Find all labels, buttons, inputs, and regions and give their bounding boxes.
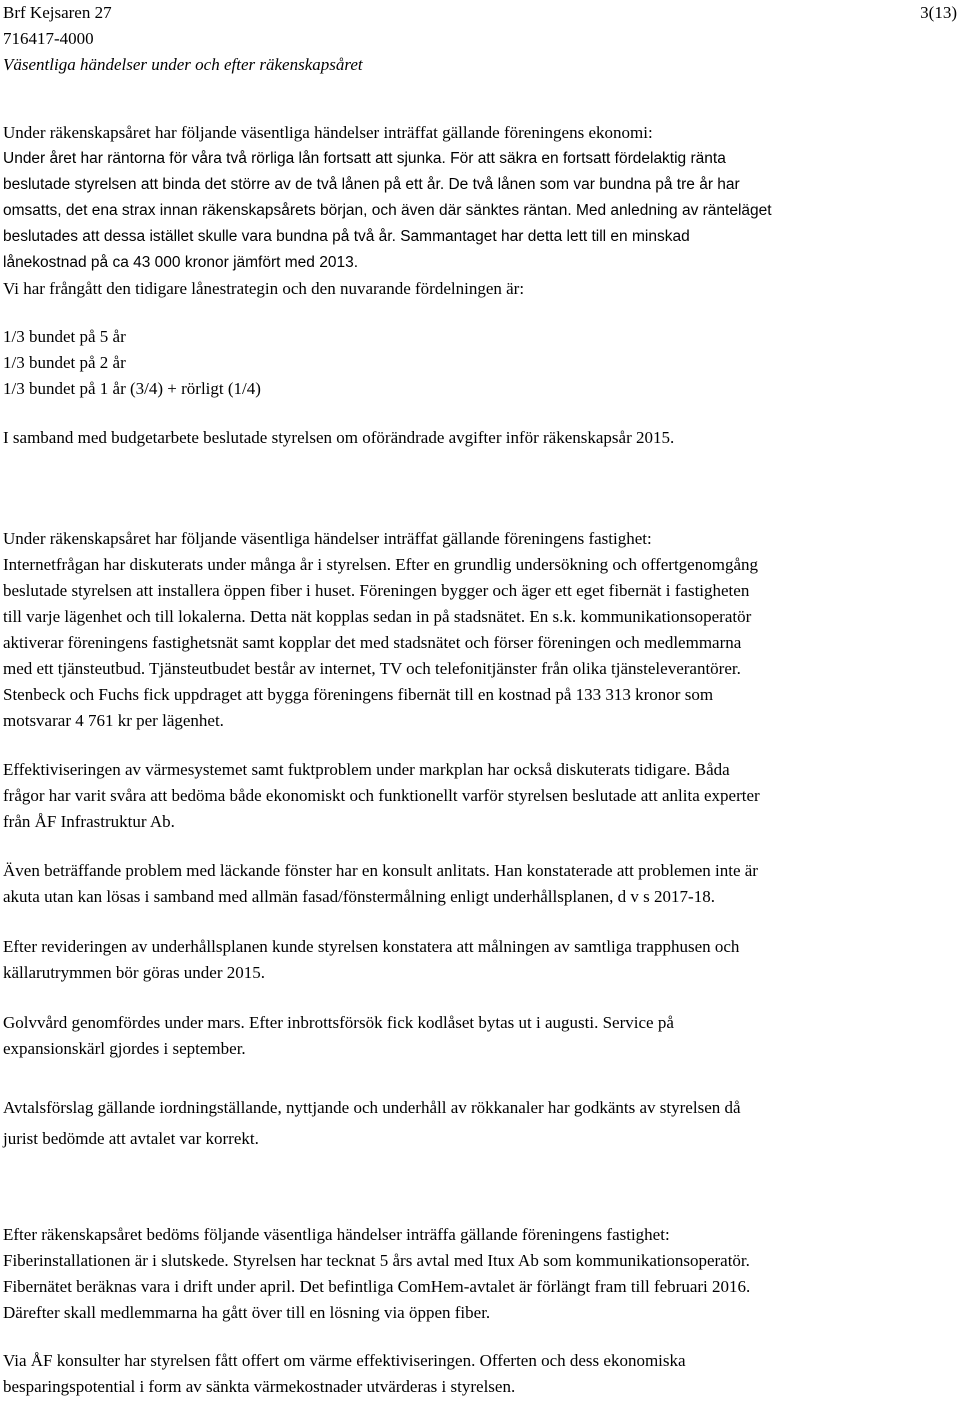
org-number: 716417-4000 (3, 29, 94, 48)
heat-line: besparingspotential i form av sänkta värmekostnader utvärderas i styrelsen. (3, 1377, 516, 1396)
chimney-line: Avtalsförslag gällande iordningställande, nyttjande och underhåll av rökkanaler har godkänts av styrelsen då (3, 1098, 741, 1117)
internet-line: till varje lägenhet och till lokalerna. Detta nät kopplas sedan in på stadsnätet. En s.k. kommunikationsoperatör (3, 607, 752, 626)
economy-section (3, 120, 957, 302)
economy-line: lånekostnad på ca 43 000 kronor jämfört med 2013. (3, 254, 359, 271)
fees-paragraph (3, 425, 957, 451)
maintenance-paragraph (3, 934, 957, 986)
heating-paragraph (3, 757, 957, 835)
economy-line: beslutades att dessa istället skulle vara bundna på två år. Sammantaget har detta lett till en minskad (3, 228, 690, 245)
heat-efficiency-paragraph (3, 1348, 957, 1400)
page-number: 3(13) (920, 3, 957, 22)
maintenance-line: källarutrymmen bör göras under 2015. (3, 963, 266, 982)
window-line: akuta utan kan lösas i samband med allmän fasad/fönstermålning enligt underhållsplanen, d v s 2017-18. (3, 887, 715, 906)
internet-line: motsvarar 4 761 kr per lägenhet. (3, 711, 224, 730)
fiber-line: Därefter skall medlemmarna ha gått över till en lösning via öppen fiber. (3, 1303, 491, 1322)
economy-line: beslutade styrelsen att binda det större av de två lånen på ett år. De två lånen som var bundna på tre år har (3, 176, 740, 193)
fees-line: I samband med budgetarbete beslutade styrelsen om oförändrade avgifter inför räkenskapsår 2015. (3, 428, 675, 447)
internet-line: Stenbeck och Fuchs fick uppdraget att bygga föreningens fibernät till en kostnad på 133 313 kronor som (3, 685, 714, 704)
distribution-item: 1/3 bundet på 1 år (3/4) + rörligt (1/4) (3, 379, 261, 398)
property-section (3, 526, 957, 734)
property-intro: Under räkenskapsåret har följande väsentliga händelser inträffat gällande föreningens fastighet: (3, 529, 652, 548)
internet-line: Internetfrågan har diskuterats under många år i styrelsen. Efter en grundlig undersökning och offertgenomgång (3, 555, 758, 574)
heating-line: från ÅF Infrastruktur Ab. (3, 812, 175, 831)
chimney-line: jurist bedömde att avtalet var korrekt. (3, 1129, 259, 1148)
economy-line: Vi har frångått den tidigare lånestrategin och den nuvarande fördelningen är: (3, 279, 525, 298)
fiber-line: Fiberinstallationen är i slutskede. Styrelsen har tecknat 5 års avtal med Itux Ab som kommunikationsoperatör. (3, 1251, 750, 1270)
loan-distribution-list (3, 324, 957, 402)
after-intro: Efter räkenskapsåret bedöms följande väsentliga händelser inträffa gällande föreningens fastighet: (3, 1225, 670, 1244)
economy-line: omsatts, det ena strax innan räkenskapsårets början, och även där sänktes räntan. Med anledning av ränteläget (3, 202, 772, 219)
section-title: Väsentliga händelser under och efter räkenskapsåret (3, 55, 363, 74)
window-paragraph (3, 858, 957, 910)
heat-line: Via ÅF konsulter har styrelsen fått offert om värme effektiviseringen. Offerten och dess ekonomiska (3, 1351, 686, 1370)
after-section (3, 1222, 957, 1326)
window-line: Även beträffande problem med läckande fönster har en konsult anlitats. Han konstaterade att problemen inte är (3, 861, 758, 880)
heating-line: frågor har varit svåra att bedöma både ekonomiskt och funktionellt varför styrelsen beslutade att anlita experter (3, 786, 760, 805)
internet-line: aktiverar föreningens fastighetsnät samt kopplar det med stadsnätet och förser föreningen och medlemmarna (3, 633, 742, 652)
floor-line: Golvvård genomfördes under mars. Efter inbrottsförsök fick kodlåset bytas ut i augusti. Service på (3, 1013, 674, 1032)
distribution-item: 1/3 bundet på 2 år (3, 353, 126, 372)
maintenance-line: Efter revideringen av underhållsplanen kunde styrelsen konstatera att målningen av samtliga trapphusen och (3, 937, 740, 956)
economy-line: Under året har räntorna för våra två rörliga lån fortsatt att sjunka. För att säkra en fortsatt fördelaktig ränta (3, 150, 726, 167)
chimney-paragraph (3, 1095, 957, 1152)
distribution-item: 1/3 bundet på 5 år (3, 327, 126, 346)
floor-paragraph (3, 1010, 957, 1062)
economy-intro: Under räkenskapsåret har följande väsentliga händelser inträffat gällande föreningens ekonomi: (3, 123, 653, 142)
org-name: Brf Kejsaren 27 (3, 3, 112, 22)
page-header (3, 0, 957, 78)
fiber-line: Fibernätet beräknas vara i drift under april. Det befintliga ComHem-avtalet är förlängt fram till februari 2016. (3, 1277, 751, 1296)
internet-line: beslutade styrelsen att installera öppen fiber i huset. Föreningen bygger och äger ett eget fibernät i fastigheten (3, 581, 750, 600)
floor-line: expansionskärl gjordes i september. (3, 1039, 246, 1058)
internet-line: med ett tjänsteutbud. Tjänsteutbudet består av internet, TV och telefonitjänster från olika tjänsteleverantörer. (3, 659, 741, 678)
heating-line: Effektiviseringen av värmesystemet samt fuktproblem under markplan har också diskuterats tidigare. Båda (3, 760, 730, 779)
